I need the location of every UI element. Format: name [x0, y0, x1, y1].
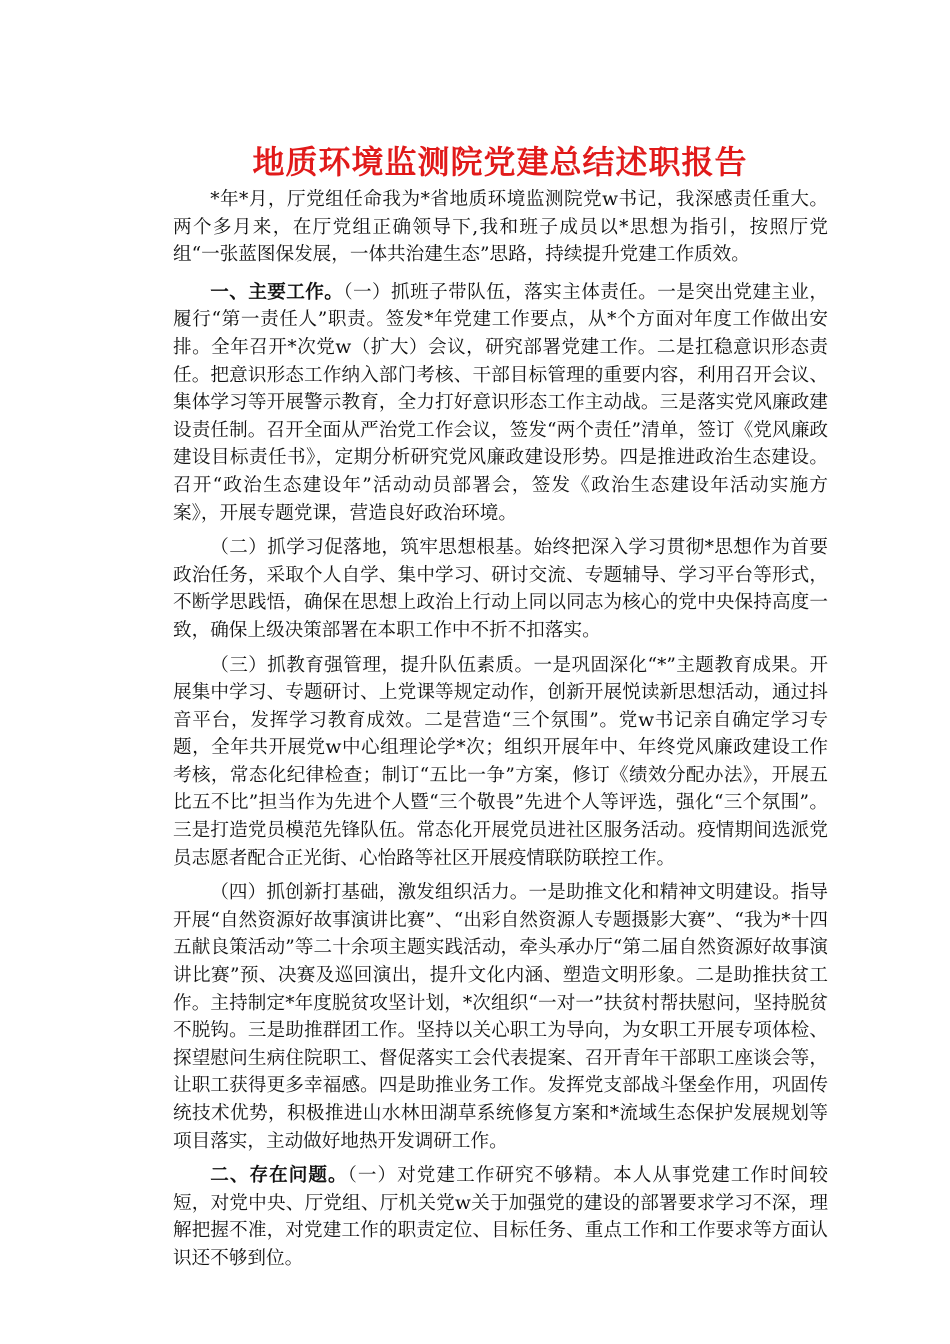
section-main-work-text: （一）抓班子带队伍，落实主体责任。一是突出党建主业，履行“第一责任人”职责。签发*年党建工作要点，从*个方面对年度工作做出安排。全年召开*次党w（扩大）会议，研究部署党建工作。二是扛稳意识形态责任。把意识形态工作纳入部门考核、干部目标管理的重要内容，利用召开会议、集体学习等开展警示教育，全力打好意识形态工作主动战。三是落实党风廉政建设责任制。召开全面从严治党工作会议，签发“两个责任”清单，签订《党风廉政建设目标责任书》，定期分析研究党风廉政建设形势。四是推进政治生态建设。召开“政治生态建设年”活动动员部署会，签发《政治生态建设年活动实施方案》，开展专题党课，营造良好政治环境。	[173, 281, 828, 524]
intro-paragraph-text: *年*月，厅党组任命我为*省地质环境监测院党w书记，我深感责任重大。两个多月来，在厅党组正确领导下,我和班子成员以*思想为指引，按照厅党组“一张蓝图保发展，一体共治建生态”思路，持续提升党建工作质效。	[173, 189, 828, 266]
document-body	[173, 186, 828, 1280]
subsection-3-paragraph	[173, 652, 828, 873]
section-problems-text: （一）对党建工作研究不够精。本人从事党建工作时间较短，对党中央、厅党组、厅机关党w关于加强党的建设的部署要求学习不深，理解把握不准，对党建工作的职责定位、目标任务、重点工作和工作要求等方面认识还不够到位。	[173, 1165, 828, 1269]
section-heading-problems: 二、存在问题。	[210, 1165, 348, 1187]
subsection-4-text: （四）抓创新打基础，激发组织活力。一是助推文化和精神文明建设。指导开展“自然资源好故事演讲比赛”、“出彩自然资源人专题摄影大赛”、“我为*十四五献良策活动”等二十余项主题实践活动，牵头承办厅“第二届自然资源好故事演讲比赛”预、决赛及巡回演出，提升文化内涵、塑造文明形象。二是助推扶贫工作。主持制定*年度脱贫攻坚计划，*次组织“一对一”扶贫村帮扶慰问，坚持脱贫不脱钩。三是助推群团工作。坚持以关心职工为导向，为女职工开展专项体检、探望慰问生病住院职工、督促落实工会代表提案、召开青年干部职工座谈会等，让职工获得更多幸福感。四是助推业务工作。发挥党支部战斗堡垒作用，巩固传统技术优势，积极推进山水林田湖草系统修复方案和*流域生态保护发展规划等项目落实，主动做好地热开发调研工作。	[173, 882, 828, 1152]
document-title: 地质环境监测院党建总结述职报告	[252, 143, 748, 181]
subsection-2-paragraph	[173, 534, 828, 644]
subsection-3-text: （三）抓教育强管理，提升队伍素质。一是巩固深化“*”主题教育成果。开展集中学习、专题研讨、上党课等规定动作，创新开展悦读新思想活动，通过抖音平台，发挥学习教育成效。二是营造“三个氛围”。党w书记亲自确定学习专题，全年共开展党w中心组理论学*次；组织开展年中、年终党风廉政建设工作考核，常态化纪律检查；制订“五比一争”方案，修订《绩效分配办法》，开展五比五不比”担当作为先进个人暨“三个敬畏”先进个人等评选，强化“三个氛围”。三是打造党员模范先锋队伍。常态化开展党员进社区服务活动。疫情期间选派党员志愿者配合正光街、心怡路等社区开展疫情联防联控工作。	[173, 654, 828, 869]
intro-paragraph	[173, 186, 828, 269]
section-problems-paragraph	[173, 1162, 828, 1272]
subsection-4-paragraph	[173, 879, 828, 1155]
section-heading-main-work: 一、主要工作。	[210, 281, 344, 303]
section-main-work-paragraph	[173, 279, 828, 527]
subsection-2-text: （二）抓学习促落地，筑牢思想根基。始终把深入学习贯彻*思想作为首要政治任务，采取个人自学、集中学习、研讨交流、专题辅导、学习平台等形式，不断学思践悟，确保在思想上政治上行动上同以同志为核心的党中央保持高度一致，确保上级决策部署在本职工作中不折不扣落实。	[173, 537, 828, 641]
